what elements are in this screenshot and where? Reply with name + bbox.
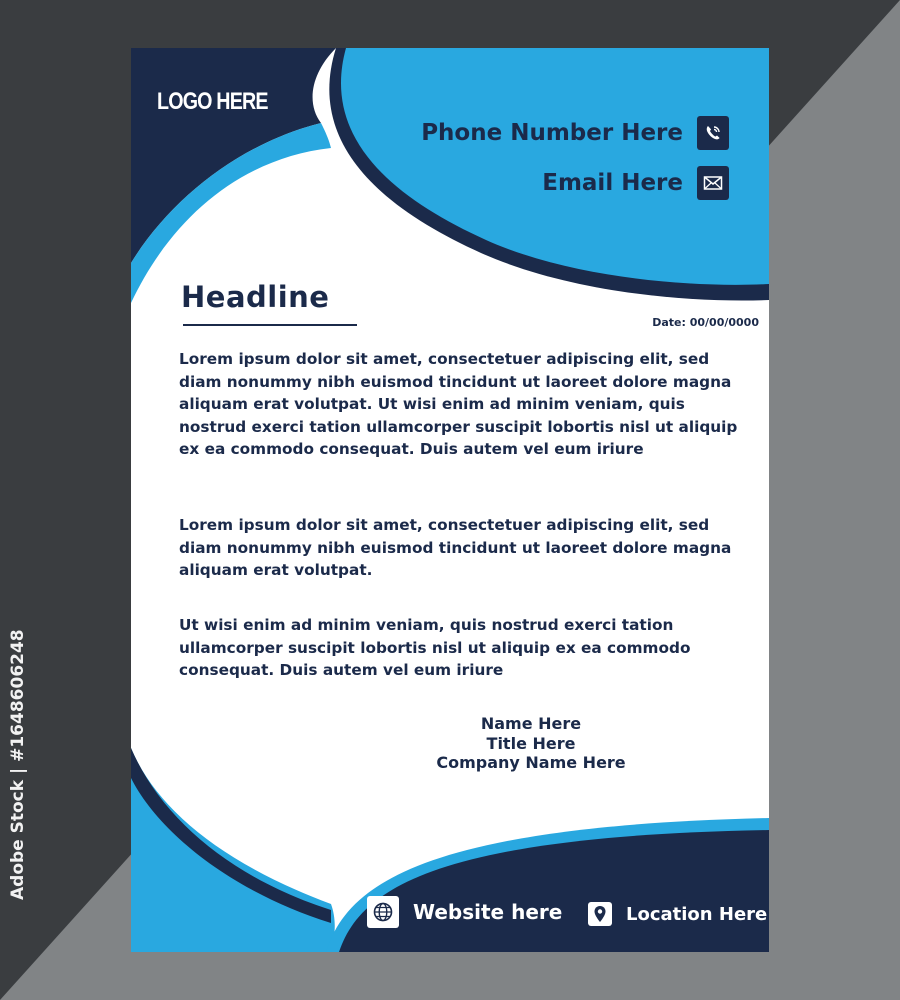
location-label: Location Here (626, 903, 768, 925)
watermark (8, 629, 38, 910)
map-pin-icon (588, 902, 612, 926)
headline-underline (183, 324, 357, 326)
signature-company: Company Name Here (436, 753, 626, 772)
paragraph-1: Lorem ipsum dolor sit amet, consectetuer adipiscing elit, sed diam nonummy nibh euismod tincidunt ut laoreet dolore magna aliquam erat volutpat. Ut wisi enim ad minim veniam, quis nostrud exerci tation ullamcorper suscipit lobortis nisl ut aliquip ex ea commodo consequat. Duis autem vel eum iriure (179, 350, 738, 459)
phone-icon (697, 116, 729, 150)
logo-text: LOGO HERE (157, 88, 268, 115)
phone-label: Phone Number Here (421, 120, 683, 146)
signature-title: Title Here (486, 734, 576, 753)
email-row (542, 166, 729, 200)
signature-name: Name Here (480, 714, 582, 733)
website-item (367, 896, 562, 928)
watermark-text: Adobe Stock | #1648606248 (8, 629, 28, 900)
website-label: Website here (413, 900, 563, 924)
paragraph-3: Ut wisi enim ad minim veniam, quis nostrud exerci tation ullamcorper suscipit lobortis nisl ut aliquip ex ea commodo consequat. Duis autem vel eum iriure (179, 616, 691, 680)
email-label: Email Here (542, 170, 683, 196)
letterhead-page (131, 48, 769, 952)
paragraph-2: Lorem ipsum dolor sit amet, consectetuer adipiscing elit, sed diam nonummy nibh euismod tincidunt ut laoreet dolore magna aliquam erat volutpat. (179, 516, 732, 580)
location-item (588, 902, 767, 926)
envelope-icon (697, 166, 729, 200)
date-text: Date: 00/00/0000 (652, 316, 759, 329)
phone-row (421, 116, 729, 150)
globe-icon (367, 896, 399, 928)
headline: Headline (181, 280, 330, 314)
